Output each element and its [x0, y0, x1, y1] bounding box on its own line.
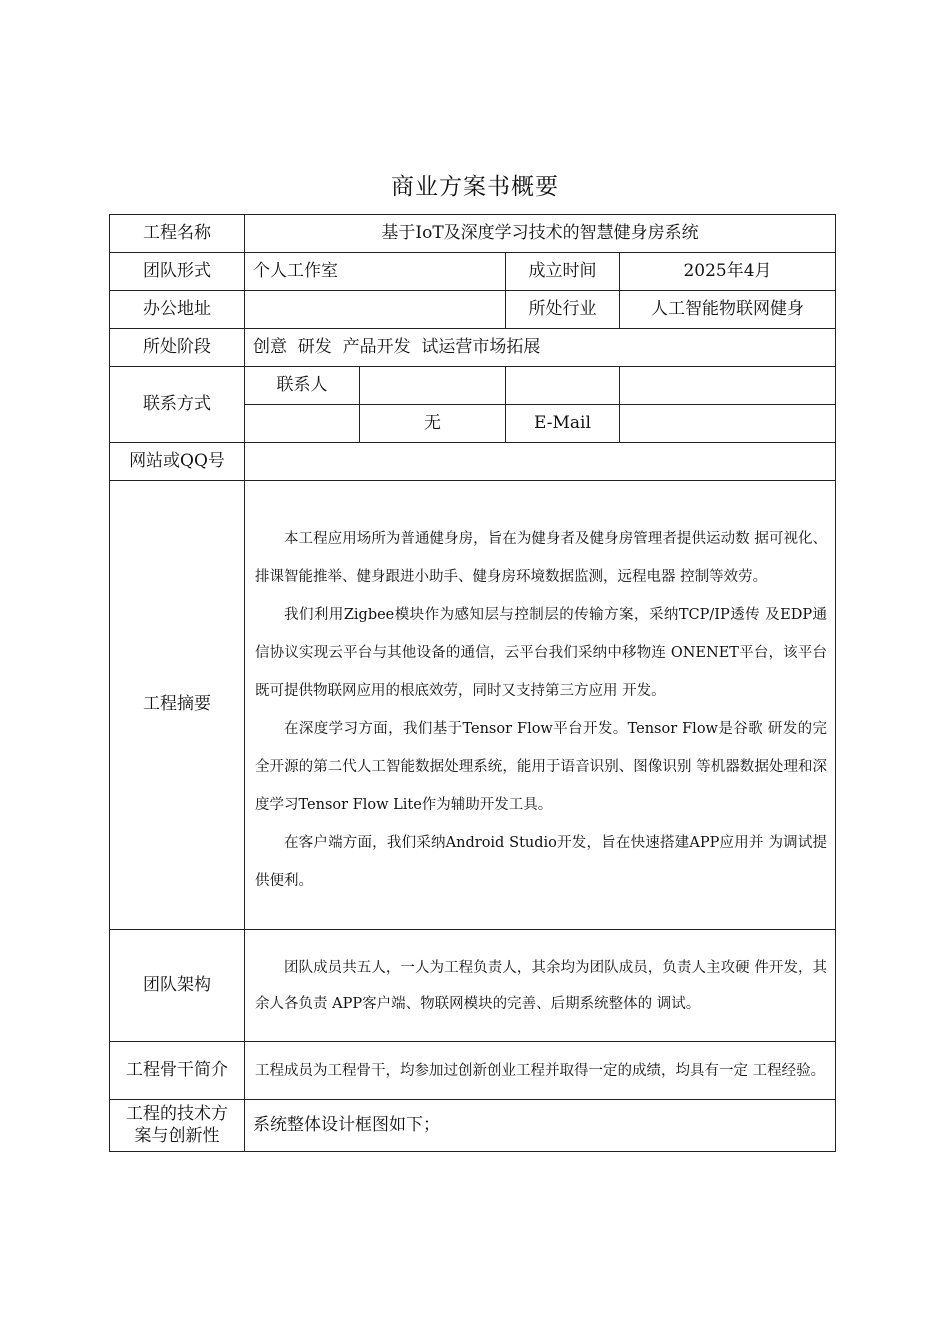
- founded-label: 成立时间: [506, 253, 620, 291]
- stage-value: 创意 研发 产品开发 试运营市场拓展: [245, 329, 836, 367]
- team-form-label: 团队形式: [110, 253, 245, 291]
- contact-extra-value: [620, 367, 836, 405]
- industry-label: 所处行业: [506, 291, 620, 329]
- tech-value: 系统整体设计框图如下；: [245, 1100, 836, 1152]
- project-name-label: 工程名称: [110, 215, 245, 253]
- founded-value: 2025年4月: [620, 253, 836, 291]
- team-structure-content: [245, 930, 836, 1042]
- core-members-text: 工程成员为工程骨干，均参加过创新创业工程并取得一定的成绩，均具有一定 工程经验。: [255, 1062, 826, 1079]
- row-summary: [110, 481, 836, 930]
- row-team-form: [110, 253, 836, 291]
- summary-paragraph: 在深度学习方面，我们基于Tensor Flow平台开发。Tensor Flow是谷歌 研发的完全开源的第二代人工智能数据处理系统，能用于语音识别、图像识别 等机器数据处理和深度学习Tensor Flow Lite作为辅助开发工具。: [255, 721, 828, 813]
- phone-value: 无: [360, 405, 506, 443]
- summary-paragraph: 本工程应用场所为普通健身房，旨在为健身者及健身房管理者提供运动数 据可视化、排课智能推举、健身跟进小助手、健身房环境数据监测，远程电器 控制等效劳。: [255, 531, 828, 585]
- contact-label: 联系方式: [110, 367, 245, 443]
- summary-content: [245, 481, 836, 930]
- row-contact-1: [110, 367, 836, 405]
- summary-label: 工程摘要: [110, 481, 245, 930]
- office-label: 办公地址: [110, 291, 245, 329]
- page-title: 商业方案书概要: [391, 174, 559, 200]
- row-team-structure: [110, 930, 836, 1042]
- business-plan-summary-table: [109, 214, 836, 1152]
- team-structure-label: 团队架构: [110, 930, 245, 1042]
- industry-value: 人工智能物联网健身: [620, 291, 836, 329]
- email-value: [620, 405, 836, 443]
- website-label: 网站或QQ号: [110, 443, 245, 481]
- email-label: E-Mail: [506, 405, 620, 443]
- core-members-content: [245, 1042, 836, 1100]
- contact-person-label: 联系人: [245, 367, 360, 405]
- row-stage: [110, 329, 836, 367]
- row-office: [110, 291, 836, 329]
- phone-label: [245, 405, 360, 443]
- row-core-members: [110, 1042, 836, 1100]
- summary-paragraph: 我们利用Zigbee模块作为感知层与控制层的传输方案，采纳TCP/IP透传 及EDP通信协议实现云平台与其他设备的通信，云平台我们采纳中移物连 ONENET平台，该平台既可提供物联网应用的根底效劳，同时又支持第三方应用 开发。: [255, 607, 828, 699]
- project-name-value: 基于IoT及深度学习技术的智慧健身房系统: [245, 215, 836, 253]
- summary-paragraph: 在客户端方面，我们采纳Android Studio开发，旨在快速搭建APP应用并 为调试提供便利。: [255, 835, 828, 889]
- row-website: [110, 443, 836, 481]
- row-project-name: [110, 215, 836, 253]
- office-value: [245, 291, 506, 329]
- core-members-label: 工程骨干简介: [110, 1042, 245, 1100]
- team-form-value: 个人工作室: [245, 253, 506, 291]
- row-tech: [110, 1100, 836, 1152]
- tech-label: 工程的技术方案与创新性: [110, 1100, 245, 1152]
- team-structure-text: 团队成员共五人，一人为工程负责人，其余均为团队成员，负责人主攻硬 件开发，其余人各负责 APP客户端、物联网模块的完善、后期系统整体的 调试。: [255, 959, 828, 1012]
- website-value: [245, 443, 836, 481]
- contact-extra-label: [506, 367, 620, 405]
- contact-person-value: [360, 367, 506, 405]
- stage-label: 所处阶段: [110, 329, 245, 367]
